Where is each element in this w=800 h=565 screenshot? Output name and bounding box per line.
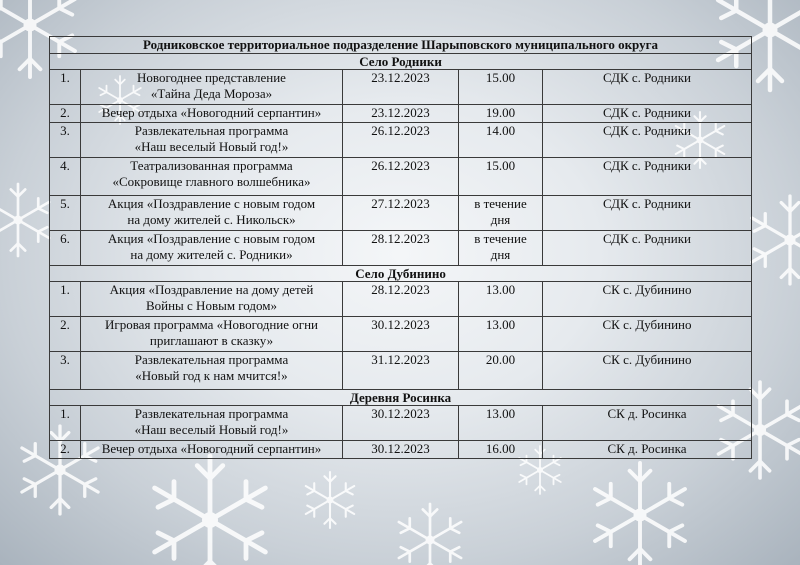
event-place: СК с. Дубинино xyxy=(543,317,752,352)
row-number: 6. xyxy=(50,231,81,266)
event-date: 27.12.2023 xyxy=(343,196,459,231)
event-title: Игровая программа «Новогодние огни приглашают в сказку» xyxy=(81,317,343,352)
event-title: Акция «Поздравление с новым годом на дому жителей с. Никольск» xyxy=(81,196,343,231)
event-time: 13.00 xyxy=(459,406,543,441)
event-title: Развлекательная программа «Наш веселый Новый год!» xyxy=(81,406,343,441)
event-date: 23.12.2023 xyxy=(343,70,459,105)
event-date: 30.12.2023 xyxy=(343,406,459,441)
event-title: Развлекательная программа «Новый год к нам мчится!» xyxy=(81,352,343,390)
event-place: СДК с. Родники xyxy=(543,105,752,123)
table-row xyxy=(50,282,752,317)
event-place: СК с. Дубинино xyxy=(543,352,752,390)
row-number: 2. xyxy=(50,317,81,352)
section-row xyxy=(50,266,752,282)
schedule-sheet xyxy=(49,36,751,459)
event-place: СДК с. Родники xyxy=(543,123,752,158)
table-row xyxy=(50,441,752,459)
event-time: 15.00 xyxy=(459,70,543,105)
event-date: 28.12.2023 xyxy=(343,231,459,266)
table-row xyxy=(50,105,752,123)
event-title: Новогоднее представление «Тайна Деда Мороза» xyxy=(81,70,343,105)
event-date: 31.12.2023 xyxy=(343,352,459,390)
table-row xyxy=(50,123,752,158)
schedule-table xyxy=(49,36,752,459)
table-row xyxy=(50,406,752,441)
header-row xyxy=(50,37,752,54)
section-title: Село Дубинино xyxy=(50,266,752,282)
event-title: Вечер отдыха «Новогодний серпантин» xyxy=(81,441,343,459)
event-time: 15.00 xyxy=(459,158,543,196)
event-time: 13.00 xyxy=(459,282,543,317)
event-date: 26.12.2023 xyxy=(343,158,459,196)
event-title: Вечер отдыха «Новогодний серпантин» xyxy=(81,105,343,123)
event-title: Акция «Поздравление с новым годом на дому жителей с. Родники» xyxy=(81,231,343,266)
row-number: 1. xyxy=(50,282,81,317)
table-row xyxy=(50,352,752,390)
section-title: Село Родники xyxy=(50,54,752,70)
event-place: СК д. Росинка xyxy=(543,441,752,459)
row-number: 3. xyxy=(50,352,81,390)
event-place: СК д. Росинка xyxy=(543,406,752,441)
table-row xyxy=(50,70,752,105)
event-place: СК с. Дубинино xyxy=(543,282,752,317)
table-row xyxy=(50,231,752,266)
row-number: 5. xyxy=(50,196,81,231)
event-title: Театрализованная программа «Сокровище главного волшебника» xyxy=(81,158,343,196)
event-time: 19.00 xyxy=(459,105,543,123)
event-time: 20.00 xyxy=(459,352,543,390)
event-date: 30.12.2023 xyxy=(343,441,459,459)
section-row xyxy=(50,54,752,70)
event-date: 28.12.2023 xyxy=(343,282,459,317)
event-time: в течение дня xyxy=(459,196,543,231)
event-place: СДК с. Родники xyxy=(543,70,752,105)
event-time: 13.00 xyxy=(459,317,543,352)
row-number: 3. xyxy=(50,123,81,158)
event-title: Развлекательная программа «Наш веселый Новый год!» xyxy=(81,123,343,158)
event-place: СДК с. Родники xyxy=(543,158,752,196)
row-number: 1. xyxy=(50,406,81,441)
row-number: 1. xyxy=(50,70,81,105)
table-header: Родниковское территориальное подразделение Шарыповского муниципального округа xyxy=(50,37,752,54)
event-date: 23.12.2023 xyxy=(343,105,459,123)
row-number: 4. xyxy=(50,158,81,196)
event-time: в течение дня xyxy=(459,231,543,266)
event-title: Акция «Поздравление на дому детей Войны с Новым годом» xyxy=(81,282,343,317)
table-row xyxy=(50,196,752,231)
event-date: 30.12.2023 xyxy=(343,317,459,352)
event-time: 16.00 xyxy=(459,441,543,459)
event-place: СДК с. Родники xyxy=(543,196,752,231)
row-number: 2. xyxy=(50,105,81,123)
section-title: Деревня Росинка xyxy=(50,390,752,406)
table-row xyxy=(50,317,752,352)
section-row xyxy=(50,390,752,406)
event-date: 26.12.2023 xyxy=(343,123,459,158)
event-place: СДК с. Родники xyxy=(543,231,752,266)
event-time: 14.00 xyxy=(459,123,543,158)
table-row xyxy=(50,158,752,196)
row-number: 2. xyxy=(50,441,81,459)
